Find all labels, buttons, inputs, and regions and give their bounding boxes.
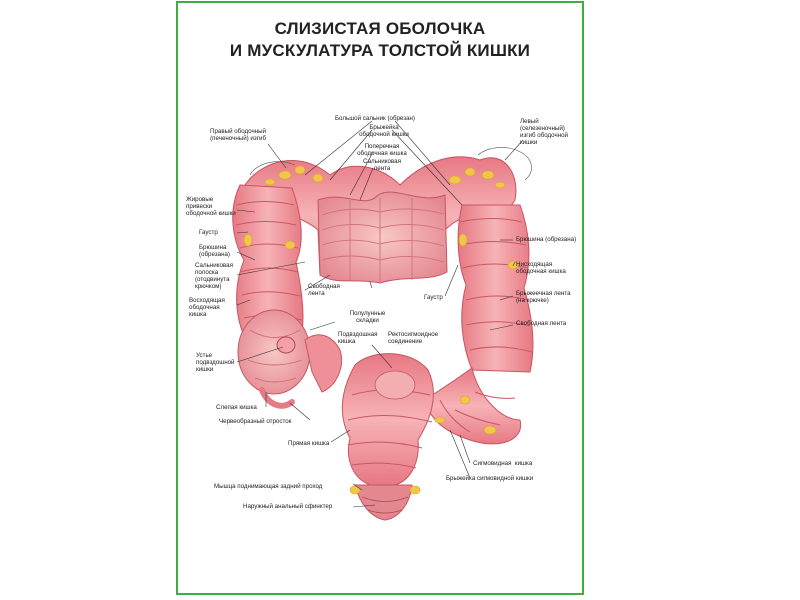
label-omental-strip: Сальниковая полоска (отодвинута крючком) — [195, 262, 233, 290]
label-ileal-orifice: Устье подвздошной кишки — [196, 352, 235, 373]
label-sigmoid-colon: Сигмовидная кишка — [473, 460, 533, 467]
ileum — [305, 335, 342, 392]
sigmoid-colon — [425, 368, 521, 444]
cecum — [238, 310, 342, 406]
label-cecum: Слепая кишка — [216, 404, 257, 411]
label-haustra-left: Гаустр — [199, 229, 218, 236]
label-free-taenia-center: Свободная лента — [308, 283, 340, 297]
label-transverse-colon: Поперечная ободочная кишка — [357, 143, 407, 157]
label-left-flexure: Левый (селезеночный) изгиб ободочной кишки — [520, 118, 569, 146]
label-omental-taenia: Сальниковая лента — [363, 158, 401, 172]
title-line-1: СЛИЗИСТАЯ ОБОЛОЧКА — [274, 19, 486, 38]
label-peritoneum-right: Брюшина (обрезана) — [516, 236, 577, 243]
rectum — [342, 354, 433, 520]
label-external-sphincter: Наружный анальный сфинктер — [243, 503, 333, 510]
label-rectum: Прямая кишка — [288, 440, 330, 447]
title-line-2: И МУСКУЛАТУРА ТОЛСТОЙ КИШКИ — [229, 41, 531, 60]
descending-colon — [458, 205, 533, 372]
label-greater-omentum: Большой сальник (обрезан) — [335, 115, 415, 122]
label-rectosigmoid: Ректосигмоидное соединение — [388, 331, 439, 345]
label-right-flexure: Правый ободочный (печеночный) изгиб — [210, 128, 266, 142]
label-semilunar-folds: Полулунные складки — [349, 310, 386, 324]
label-haustra-right: Гаустр — [424, 294, 443, 301]
label-sigmoid-mesocolon: Брыжейка сигмовидной кишки — [446, 475, 534, 482]
label-appendix: Червеобразный отросток — [219, 418, 292, 425]
label-peritoneum-left: Брюшина (обрезана) — [199, 244, 230, 258]
anal-canal — [355, 485, 412, 520]
label-mesocolon-transverse: Брыжейка ободочной кишки — [359, 124, 409, 138]
label-ileum: Подвздошная кишка — [338, 331, 378, 345]
label-levator-ani: Мышца поднимающая задний проход — [214, 483, 323, 490]
label-ascending-colon: Восходящая ободочная кишка — [189, 297, 225, 318]
label-fat-appendages: Жировые привески ободочной кишки — [186, 196, 236, 217]
label-free-taenia-right: Свободная лента — [516, 320, 567, 327]
label-mesenteric-taenia: Брыжеечная лента (на крючке) — [516, 290, 571, 304]
ileal-orifice — [277, 337, 295, 353]
label-descending-colon: Нисходящая ободочная кишка — [516, 261, 566, 275]
